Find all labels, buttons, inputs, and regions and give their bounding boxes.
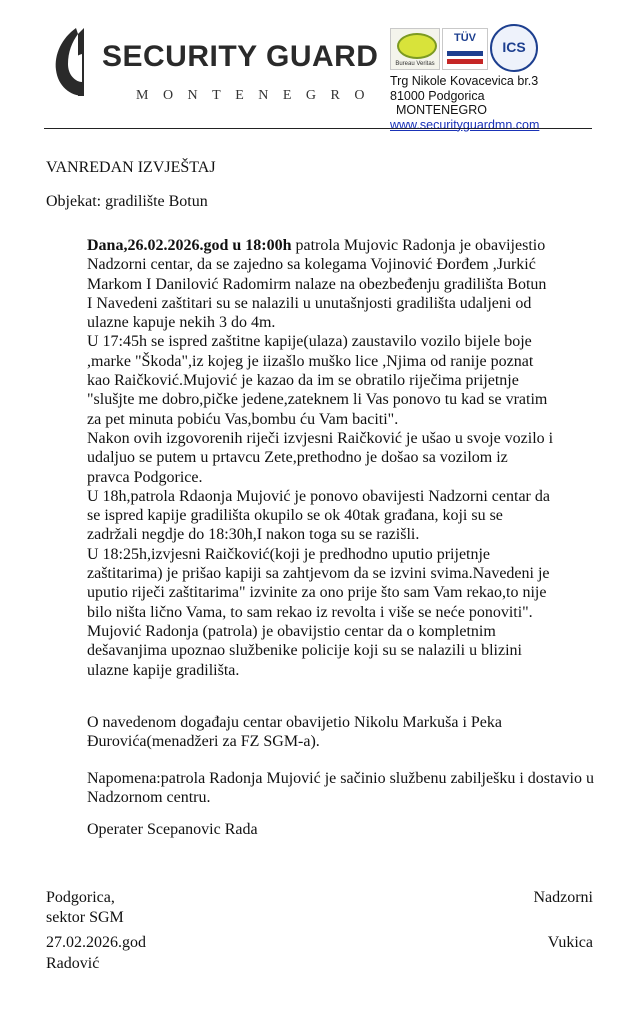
quality-cert-label: Bureau Veritas: [395, 61, 435, 67]
ics-badge-icon: [490, 24, 538, 72]
brand-subtitle: MONTENEGRO: [136, 88, 379, 103]
footer-date: 27.02.2026.god: [46, 934, 146, 951]
letterhead: [44, 12, 592, 130]
address-city: 81000 Podgorica: [390, 88, 485, 103]
report-date-lead: Dana,26.02.2026.god u 18:00h: [87, 237, 292, 254]
footer-author: Radović: [46, 955, 100, 972]
tuv-badge-icon: [442, 28, 488, 70]
website-link[interactable]: www.securityguardmn.com: [390, 117, 540, 132]
address-street: Trg Nikole Kovacevica br.3: [390, 74, 539, 88]
tuv-stripe-red: [447, 59, 483, 64]
ics-label: ICS: [502, 39, 526, 55]
operator-line: Operater Scepanovic Rada: [87, 821, 258, 838]
footer-supervisor-name: Vukica: [547, 934, 593, 951]
brand-name: SECURITY GUARD: [102, 40, 379, 73]
company-address: [390, 74, 590, 132]
cert-seal-icon: [397, 33, 437, 59]
footer-supervisor-title: Nadzorni: [533, 889, 593, 906]
notification-paragraph: O navedenom događaju centar obavijetio Nikolu Markuša i Peka Đurovića(menadžeri za FZ SGM-a).: [87, 714, 502, 751]
security-guard-logo-icon: [48, 24, 98, 100]
note-paragraph: Napomena:patrola Radonja Mujović je sačinio službenu zabilješku i dostavio u Nadzornom centru.: [87, 770, 594, 807]
letterhead-divider: [44, 128, 592, 129]
certification-badges: [390, 22, 550, 74]
report-body-text: patrola Mujovic Radonja je obavijestio Nadzorni centar, da se zajedno sa kolegama Vojinović Đorđem ,Jurkić Markom I Danilović Radomirm nalaze na obezbeđenju gradilišta Botun I Navedeni zaštitari su se nalazili u unutašnjosti gradilišta udaljeni od ulazne kapuje nekih 3 do 4m. U 17:45h se ispred zaštitne kapije(ulaza) zaustavilo vozilo bijele boje ,marke "Škoda",iz kojeg je iizašlo muško lice ,Njima od ranije poznat kao Raičković.Mujović je kazao da im se obratilo riječima prijetnje "slušjte me dobro,pičke jedene,zateknem li Vas ponovo tu kad se vratim za pet minuta pobiću Vas,bombu ću Vam baciti". Nakon ovih izgovorenih riječi izvjesni Raičković je ušao u svoje vozilo i udaljuo se putem u prtavcu Zete,prethodno je došao sa vozilom iz pravca Podgorice. U 18h,patrola Rdaonja Mujović je ponovo obavijesti Nadzorni centar da se ispred kapije gradilišta okupilo se ok 40tak građana, koji su se zadržali negdje do 18:30h,I nakon toga su se razišli. U 18:25h,izvjesni Raičković(koji je predhodno uputio prijetnje zaštitarima) je prišao kapiji sa zahtjevom da se izvini svima.Navedeni je uputio riječi zaštitarima" izvinite za ono prije što sam Vam rekao,to nije bilo ništa lično Vama, to sam rekao iz revolta i više se neće ponoviti". Mujović Radonja (patrola) je obavijstio centar da o kompletnim dešavanjima upoznao službenike policije koji su se nalazili u blizini ulazne kapije gradilišta.: [87, 237, 554, 679]
report-body: [87, 236, 602, 680]
tuv-label: TÜV: [454, 32, 476, 44]
footer-sector: sektor SGM: [46, 909, 124, 926]
footer-city: Podgorica,: [46, 889, 115, 906]
quality-cert-badge-icon: [390, 28, 440, 70]
report-object: Objekat: gradilište Botun: [46, 193, 208, 210]
address-country: MONTENEGRO: [396, 103, 487, 117]
tuv-stripe-blue: [447, 51, 483, 56]
report-title: VANREDAN IZVJEŠTAJ: [46, 159, 216, 176]
